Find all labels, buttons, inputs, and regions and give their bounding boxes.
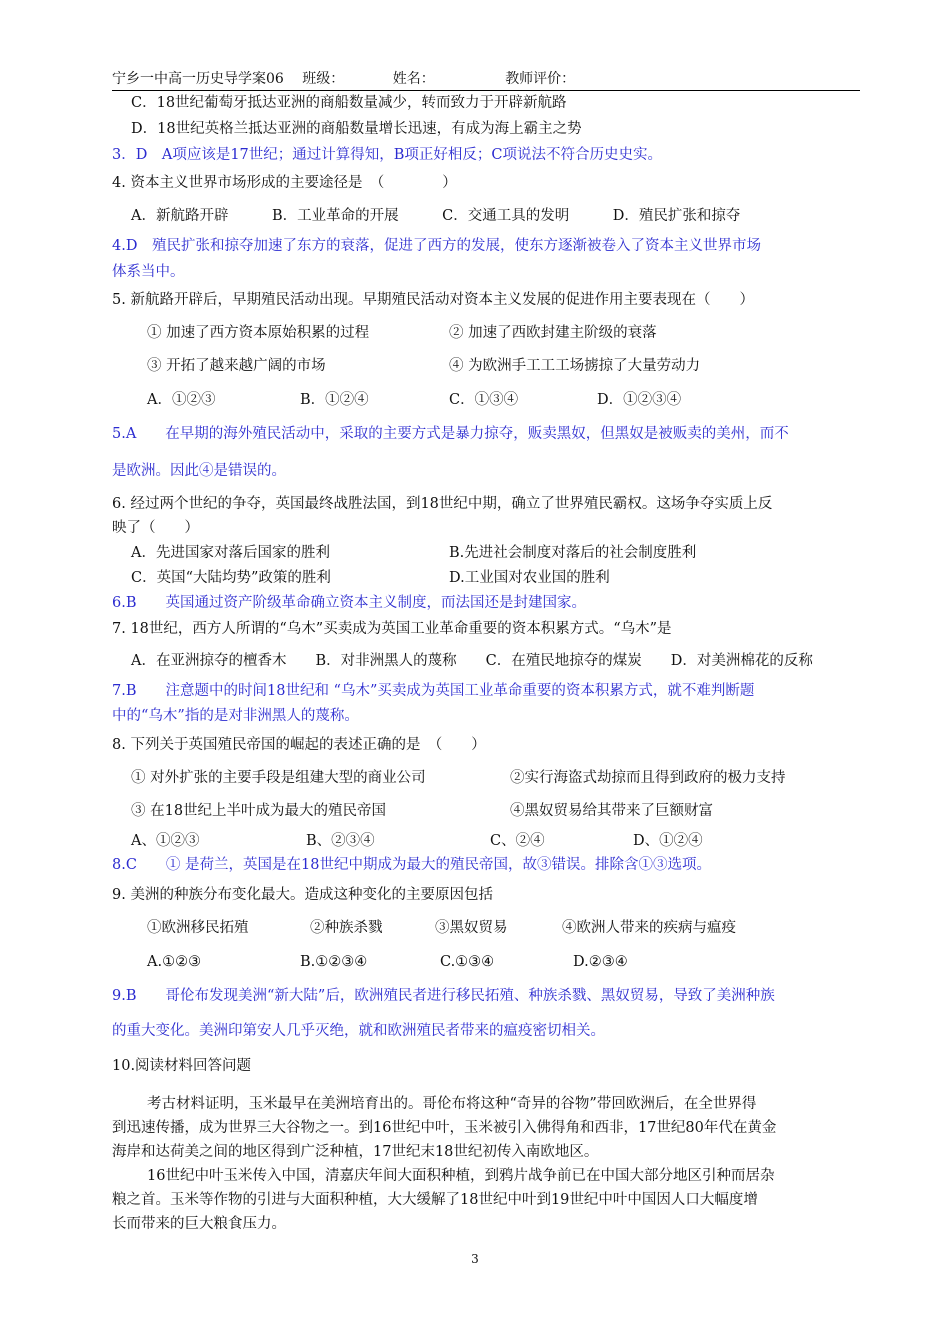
option-item: C、②④ [490, 833, 545, 849]
option-item: C．英国“大陆均势”政策的胜利 [131, 570, 331, 586]
answer-line: 9.B 哥伦布发现美洲“新大陆”后，欧洲殖民者进行移民拓殖、种族杀戮、黑奴贸易，导致了美洲种族 [112, 988, 775, 1004]
question-line: 10.阅读材料回答问题 [112, 1058, 252, 1074]
material-line: 海岸和达荷美之间的地区得到广泛种植，17世纪末18世纪初传入南欧地区。 [112, 1144, 599, 1160]
option-item: A、①②③ [131, 833, 200, 849]
option-line: A．新航路开辟 B．工业革命的开展 C．交通工具的发明 D．殖民扩张和掠夺 [131, 208, 741, 224]
header-title: 宁乡一中高一历史导学案06 [112, 71, 284, 87]
option-line: A．在亚洲掠夺的檀香木 B．对非洲黑人的蔑称 C．在殖民地掠夺的煤炭 D．对美洲棉花的反称 [131, 653, 813, 669]
option-item: D.工业国对农业国的胜利 [449, 570, 610, 586]
option-item: C.①③④ [440, 954, 495, 970]
answer-line: 5.A 在早期的海外殖民活动中，采取的主要方式是暴力掠夺，贩卖黑奴，但黑奴是被贩卖的美州，而不 [112, 426, 789, 442]
option-item: B.先进社会制度对落后的社会制度胜利 [449, 545, 697, 561]
statement-item: ①欧洲移民拓殖 [147, 920, 249, 936]
material-line: 16世纪中叶玉米传入中国，清嘉庆年间大面积种植，到鸦片战争前已在中国大部分地区引种而居杂 [147, 1168, 775, 1184]
statement-item: ④ 为欧洲手工工工场掳掠了大量劳动力 [449, 358, 701, 374]
option-item: D、①②④ [633, 833, 703, 849]
statement-item: ③ 开拓了越来越广阔的市场 [147, 358, 326, 374]
answer-line: 8.C ① 是荷兰，英国是在18世纪中期成为最大的殖民帝国，故③错误。排除含①③选项。 [112, 857, 711, 873]
answer-line: 中的“乌木”指的是对非洲黑人的蔑称。 [112, 708, 359, 724]
option-item: C．①③④ [449, 392, 519, 408]
question-line: 映了（ ） [112, 520, 199, 536]
question-line: 5. 新航路开辟后，早期殖民活动出现。早期殖民活动对资本主义发展的促进作用主要表现在（ ） [112, 292, 754, 308]
statement-item: ④欧洲人带来的疾病与瘟疫 [562, 920, 736, 936]
answer-line: 是欧洲。因此④是错误的。 [112, 463, 286, 479]
question-line: 9. 美洲的种族分布变化最大。造成这种变化的主要原因包括 [112, 887, 493, 903]
option-item: D.②③④ [573, 954, 628, 970]
question-line: 4. 资本主义世界市场形成的主要途径是 （ ） [112, 175, 457, 191]
answer-line: 3．D A项应该是17世纪；通过计算得知，B项正好相反；C项说法不符合历史史实。 [112, 147, 663, 163]
option-item: A.①②③ [147, 954, 202, 970]
answer-line: 体系当中。 [112, 264, 185, 280]
option-item: A．①②③ [147, 392, 216, 408]
header-class-label: 班级： [302, 71, 345, 87]
material-line: 粮之首。玉米等作物的引进与大面积种植，大大缓解了18世纪中叶到19世纪中叶中国因人口大幅度增 [112, 1192, 758, 1208]
statement-item: ④黑奴贸易给其带来了巨额财富 [510, 803, 713, 819]
header-name-label: 姓名： [392, 71, 435, 87]
question-line: 6. 经过两个世纪的争夺，英国最终战胜法国，到18世纪中期，确立了世界殖民霸权。这场争夺实质上反 [112, 496, 773, 512]
option-item: B、②③④ [306, 833, 375, 849]
page-number: 3 [471, 1252, 479, 1266]
header-eval-label: 教师评价： [505, 71, 576, 87]
option-item: B．①②④ [300, 392, 369, 408]
option-item: A．先进国家对落后国家的胜利 [131, 545, 330, 561]
answer-line: 6.B 英国通过资产阶级革命确立资本主义制度，而法国还是封建国家。 [112, 595, 586, 611]
statement-item: ① 加速了西方资本原始积累的过程 [147, 325, 370, 341]
option-line: C．18世纪葡萄牙抵达亚洲的商船数量减少，转而致力于开辟新航路 [131, 95, 567, 111]
option-item: B.①②③④ [300, 954, 368, 970]
page-header [112, 68, 860, 91]
statement-item: ②实行海盗式劫掠而且得到政府的极力支持 [510, 770, 786, 786]
answer-line: 7.B 注意题中的时间18世纪和 “乌木”买卖成为英国工业革命重要的资本积累方式，就不难判断题 [112, 683, 755, 699]
option-item: D．①②③④ [597, 392, 682, 408]
answer-line: 的重大变化。美洲印第安人几乎灭绝，就和欧洲殖民者带来的瘟疫密切相关。 [112, 1023, 605, 1039]
statement-item: ② 加速了西欧封建主阶级的衰落 [449, 325, 657, 341]
material-line: 考古材料证明，玉米最早在美洲培育出的。哥伦布将这种“奇异的谷物”带回欧洲后，在全世界得 [147, 1096, 757, 1112]
statement-item: ②种族杀戮 [310, 920, 383, 936]
statement-item: ① 对外扩张的主要手段是组建大型的商业公司 [131, 770, 426, 786]
statement-item: ③黑奴贸易 [435, 920, 508, 936]
answer-line: 4.D 殖民扩张和掠夺加速了东方的衰落，促进了西方的发展，使东方逐渐被卷入了资本主义世界市场 [112, 238, 761, 254]
material-line: 长而带来的巨大粮食压力。 [112, 1216, 286, 1232]
question-line: 8. 下列关于英国殖民帝国的崛起的表述正确的是 （ ） [112, 737, 486, 753]
option-line: D．18世纪英格兰抵达亚洲的商船数量增长迅速，有成为海上霸主之势 [131, 121, 582, 137]
statement-item: ③ 在18世纪上半叶成为最大的殖民帝国 [131, 803, 387, 819]
material-line: 到迅速传播，成为世界三大谷物之一。到16世纪中叶，玉米被引入佛得角和西非，17世纪80年代在黄金 [112, 1120, 777, 1136]
question-line: 7. 18世纪，西方人所谓的“乌木”买卖成为英国工业革命重要的资本积累方式。“乌木”是 [112, 621, 672, 637]
